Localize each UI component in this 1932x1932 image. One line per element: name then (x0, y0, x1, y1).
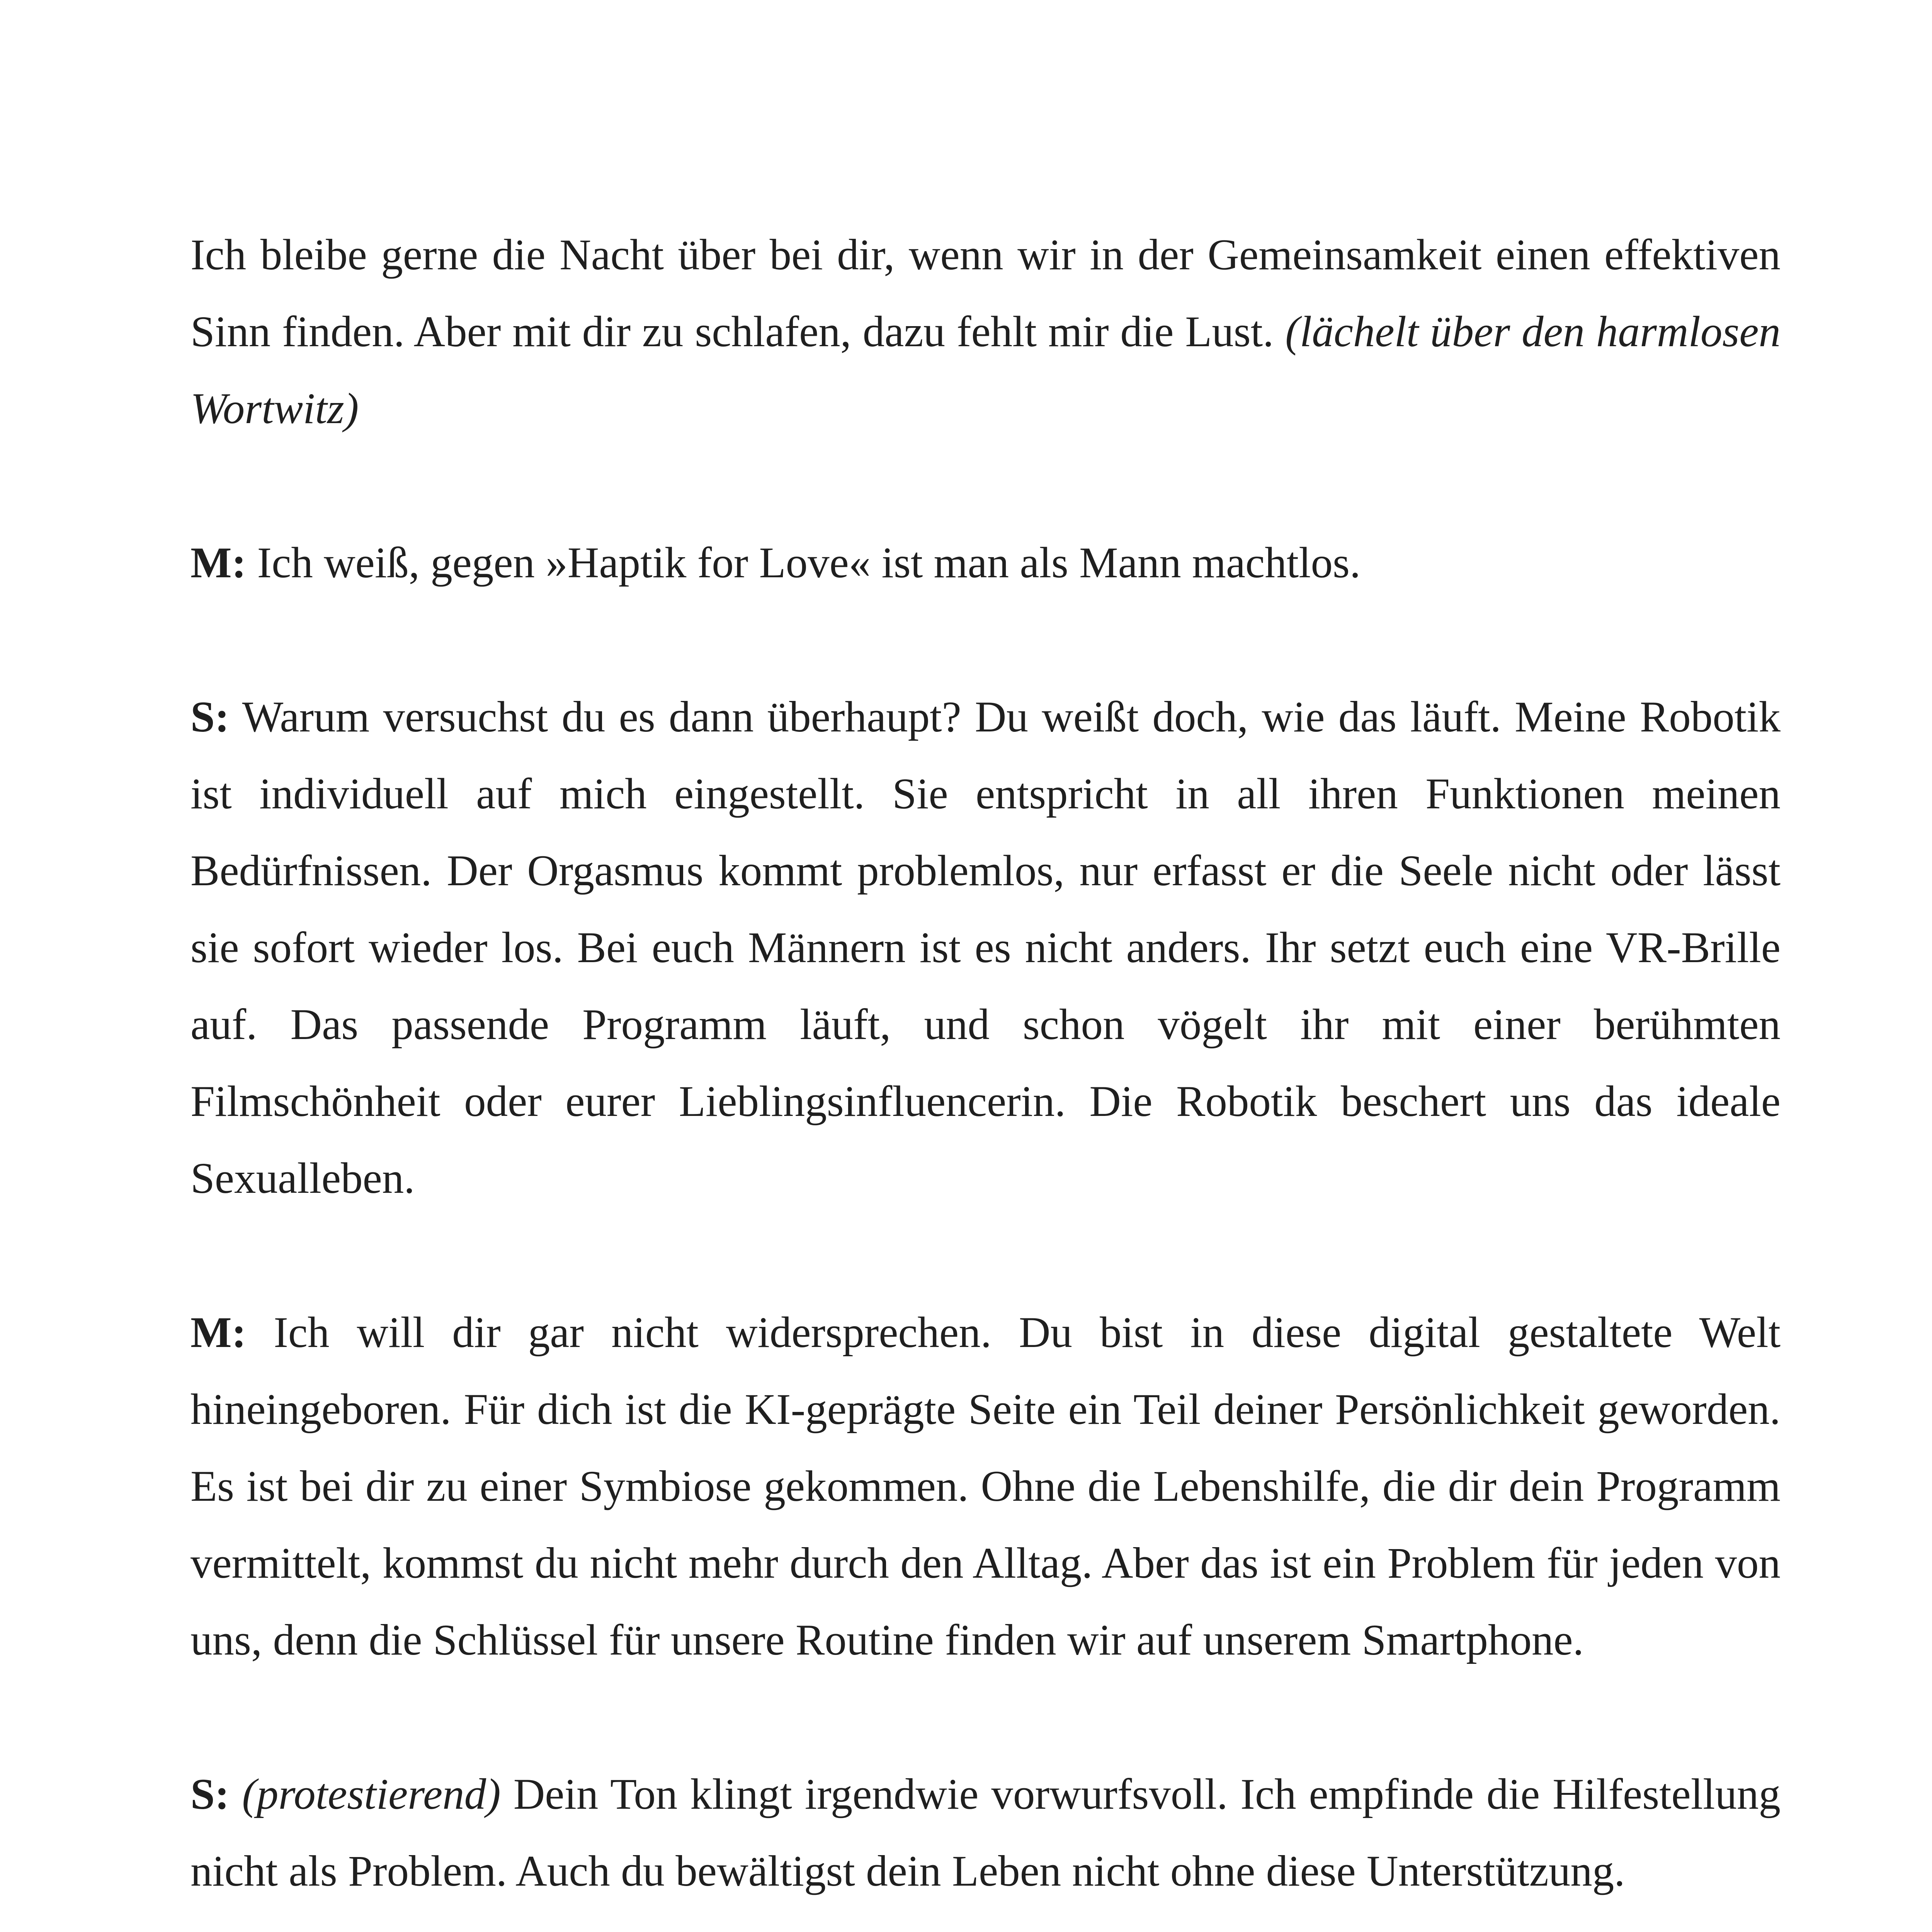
dialogue-paragraph (190, 216, 1781, 447)
dialogue-text-block (190, 216, 1781, 1932)
stage-direction: (protestierend) (229, 1770, 501, 1818)
dialogue-paragraph (190, 679, 1781, 1217)
dialogue-paragraph (190, 524, 1781, 601)
speaker-label: M: (190, 539, 247, 587)
paragraph-text: Ich weiß, gegen »Haptik for Love« ist man als Mann machtlos. (246, 539, 1361, 587)
dialogue-paragraph (190, 1756, 1781, 1910)
stage-direction: (lächelt über den harmlosen Wortwitz) (190, 308, 1781, 433)
paragraph-text: Warum versuchst du es dann überhaupt? Du weißt doch, wie das läuft. Meine Robotik ist individuell auf mich eingestellt. Sie entspricht in all ihren Funktionen meinen Bedürfnissen. Der Orgasmus kommt problemlos, nur erfasst er die Seele nicht oder lässt sie sofort wieder los. Bei euch Männern ist es nicht anders. Ihr setzt euch eine VR-Brille auf. Das passende Programm läuft, und schon vögelt ihr mit einer berühmten Filmschönheit oder eurer Lieblingsinfluencerin. Die Robotik beschert uns das ideale Sexualleben. (190, 693, 1781, 1202)
paragraph-text: Ich will dir gar nicht widersprechen. Du bist in diese digital gestaltete Welt hineingeboren. Für dich ist die KI-geprägte Seite ein Teil deiner Persönlichkeit geworden. Es ist bei dir zu einer Symbiose gekommen. Ohne die Lebenshilfe, die dir dein Programm vermittelt, kommst du nicht mehr durch den Alltag. Aber das ist ein Problem für jeden von uns, denn die Schlüssel für unsere Routine finden wir auf unserem Smartphone. (190, 1308, 1781, 1664)
speaker-label: M: (190, 1308, 247, 1357)
speaker-label: S: (190, 693, 230, 741)
paragraph-text: Dein Ton klingt irgendwie vorwurfsvoll. Ich empfinde die Hilfestellung nicht als Problem. Auch du bewältigst dein Leben nicht ohne diese Unterstützung. (190, 1770, 1781, 1895)
paragraph-text: Ich bleibe gerne die Nacht über bei dir, wenn wir in der Gemeinsamkeit einen effektiven Sinn finden. Aber mit dir zu schlafen, dazu fehlt mir die Lust. (190, 231, 1781, 356)
speaker-label: S: (190, 1770, 230, 1818)
dialogue-paragraph (190, 1294, 1781, 1679)
